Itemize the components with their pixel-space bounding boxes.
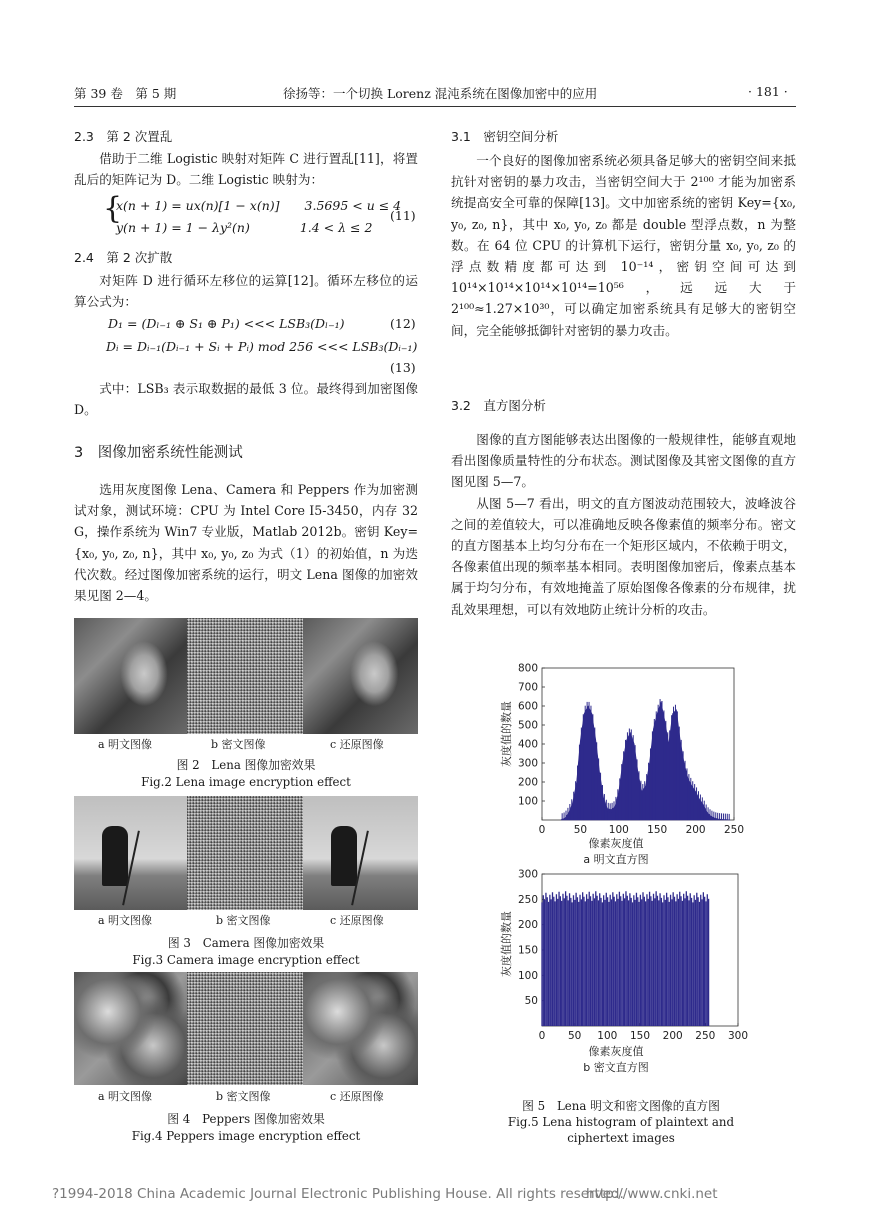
section-3-2-paragraph: 图像的直方图能够表达出图像的一般规律性，能够直观地看出图像质量特性的分布状态。测试图像及其密文图像的直方图见图 5—7。 从图 5—7 看出，明文的直方图波动范围较大，波峰波谷之间的差值较大，可以准确地反映各像素值的频率分布。密文的直方图基本上均匀分布在一个矩形区域内，不依赖于明文，各像素值出现的频率基本相同。表明图像加密后，像素点基本属于均匀分布，有效地掩盖了原始图像各像素的分布规律，扰乱效果理想，可以有效地防止统计分析的攻击。 bbox=[451, 432, 796, 617]
histogram-plaintext-xlabel: 像素灰度值 bbox=[588, 837, 644, 850]
journal-issue: 第 39 卷 第 5 期 bbox=[74, 86, 177, 101]
equation-11-line2: y(n + 1) = 1 − λy²(n) 1.4 < λ ≤ 2 bbox=[116, 220, 373, 235]
page-number: · 181 · bbox=[748, 84, 788, 99]
x-tick-label: 300 bbox=[727, 1030, 749, 1042]
x-tick-label: 200 bbox=[662, 1030, 683, 1042]
running-title: 徐扬等：一个切换 Lorenz 混沌系统在图像加密中的应用 bbox=[283, 86, 598, 101]
fig2-sub-b: b 密文图像 bbox=[211, 738, 266, 751]
camera-restored-image bbox=[303, 796, 418, 910]
fig5-caption-en-2: ciphertext images bbox=[567, 1131, 675, 1145]
section-2-3-paragraph: 借助于二维 Logistic 映射对矩阵 C 进行置乱[11]，将置乱后的矩阵记为 D。二维 Logistic 映射为： bbox=[74, 151, 418, 188]
camera-cipher-image bbox=[187, 796, 303, 910]
x-tick-label: 150 bbox=[629, 1030, 651, 1042]
section-3-1-title: 3.1 密钥空间分析 bbox=[451, 129, 559, 144]
x-tick-label: 250 bbox=[723, 824, 745, 836]
y-tick-label: 400 bbox=[517, 738, 538, 751]
y-tick-label: 300 bbox=[517, 757, 538, 770]
fig3-sub-b: b 密文图像 bbox=[216, 914, 271, 927]
camera-plain-image bbox=[74, 796, 187, 910]
y-tick-label: 100 bbox=[517, 969, 538, 982]
y-tick-label: 150 bbox=[517, 944, 538, 957]
x-tick-label: 150 bbox=[647, 824, 668, 836]
fig4-caption-cn: 图 4 Peppers 图像加密效果 bbox=[167, 1112, 325, 1126]
fig2-caption-en: Fig.2 Lena image encryption effect bbox=[141, 775, 351, 789]
y-tick-label: 200 bbox=[517, 919, 538, 932]
y-tick-label: 800 bbox=[517, 662, 538, 675]
x-tick-label: 200 bbox=[685, 824, 706, 836]
y-tick-label: 700 bbox=[517, 681, 538, 694]
header-rule bbox=[74, 106, 796, 107]
histogram-ciphertext-xlabel: 像素灰度值 bbox=[588, 1045, 644, 1058]
histogram-plaintext-title: a 明文直方图 bbox=[583, 853, 649, 866]
x-tick-label: 50 bbox=[567, 1030, 582, 1042]
website-footer: http://www.cnki.net bbox=[586, 1186, 718, 1202]
fig2-sub-c: c 还原图像 bbox=[330, 738, 384, 751]
histogram-ciphertext-title: b 密文直方图 bbox=[583, 1061, 649, 1074]
fig4-caption-en: Fig.4 Peppers image encryption effect bbox=[131, 1129, 361, 1143]
histogram-plaintext-plot bbox=[518, 663, 744, 837]
y-tick-label: 500 bbox=[517, 719, 538, 732]
fig2-sub-a: a 明文图像 bbox=[98, 738, 153, 751]
lena-plain-image bbox=[74, 618, 187, 734]
fig4-sub-c: c 还原图像 bbox=[330, 1090, 384, 1103]
equation-12: D₁ = (Dₗ₋₁ ⊕ S₁ ⊕ P₁) <<< LSB₃(Dₗ₋₁) bbox=[108, 316, 345, 331]
x-tick-label: 100 bbox=[597, 1030, 618, 1042]
lena-restored-image bbox=[303, 618, 418, 734]
section-2-4-paragraph: 对矩阵 D 进行循环左移位的运算[12]。循环左移位的运算公式为： bbox=[74, 273, 418, 310]
section-3-paragraph: 选用灰度图像 Lena、Camera 和 Peppers 作为加密测试对象，测试环境：CPU 为 Intel Core I5-3450，内存 32 G，操作系统为 Win7 专业版，Matlab 2012b。密钥 Key={x₀, y₀, z₀, n}，其中 x₀, y₀, z₀ 为式（1）的初始值，n 为迭代次数。经过图像加密系统的运行，明文 Lena 图像的加密效果见图 2—4。 bbox=[74, 482, 418, 604]
histogram-ciphertext-plot bbox=[518, 869, 748, 1043]
fig3-caption-en: Fig.3 Camera image encryption effect bbox=[132, 953, 360, 967]
equation-11-number: (11) bbox=[390, 208, 416, 223]
lena-cipher-image bbox=[187, 618, 303, 734]
x-tick-label: 100 bbox=[608, 824, 629, 836]
fig3-sub-c: c 还原图像 bbox=[330, 914, 384, 927]
x-tick-label: 250 bbox=[695, 1030, 716, 1042]
peppers-plain-image bbox=[74, 972, 187, 1085]
brace-icon: { bbox=[103, 191, 123, 226]
y-tick-label: 200 bbox=[517, 776, 538, 789]
equation-12-number: (12) bbox=[390, 316, 416, 331]
section-2-3-title: 2.3 第 2 次置乱 bbox=[74, 129, 173, 144]
section-2-4-title: 2.4 第 2 次扩散 bbox=[74, 250, 173, 265]
histogram-plaintext-chart bbox=[496, 660, 756, 872]
x-tick-label: 0 bbox=[538, 1030, 546, 1042]
histogram-ciphertext-chart bbox=[496, 868, 756, 1078]
histogram-ciphertext-ylabel: 灰度值的数量 bbox=[500, 911, 513, 977]
x-tick-label: 0 bbox=[538, 824, 546, 836]
histogram-plaintext-ylabel: 灰度值的数量 bbox=[500, 701, 513, 767]
peppers-cipher-image bbox=[187, 972, 303, 1085]
section-3-2-title: 3.2 直方图分析 bbox=[451, 398, 546, 413]
section-3-1-paragraph: 一个良好的图像加密系统必须具备足够大的密钥空间来抵抗针对密钥的暴力攻击，当密钥空间大于 2¹⁰⁰ 才能为加密系统提高安全可靠的保障[13]。文中加密系统的密钥 Key={x₀, y₀, z₀, n}，其中 x₀, y₀, z₀ 都是 double 型浮点数，n 为整数。在 64 位 CPU 的计算机下运行，密钥分量 x₀, y₀, z₀ 的浮点数精度都可达到 10⁻¹⁴，密钥空间可达到 10¹⁴×10¹⁴×10¹⁴×10¹⁴=10⁵⁶，远远大于 2¹⁰⁰≈1.27×10³⁰，可以确定加密系统具有足够大的密钥空间，完全能够抵御针对密钥的暴力攻击。 bbox=[451, 153, 796, 338]
fig5-caption-cn: 图 5 Lena 明文和密文图像的直方图 bbox=[522, 1099, 720, 1113]
peppers-restored-image bbox=[303, 972, 418, 1085]
fig3-sub-a: a 明文图像 bbox=[98, 914, 153, 927]
y-tick-label: 250 bbox=[517, 893, 538, 906]
copyright-footer: ?1994-2018 China Academic Journal Electronic Publishing House. All rights reserved. bbox=[52, 1186, 624, 1202]
x-tick-label: 50 bbox=[573, 824, 588, 836]
fig5-caption-en-1: Fig.5 Lena histogram of plaintext and bbox=[507, 1115, 735, 1129]
y-tick-label: 50 bbox=[524, 995, 538, 1008]
equation-13-number: (13) bbox=[390, 360, 416, 375]
fig3-caption-cn: 图 3 Camera 图像加密效果 bbox=[167, 936, 325, 950]
equation-13: Dᵢ = Dᵢ₋₁(Dᵢ₋₁ + Sᵢ + Pᵢ) mod 256 <<< LSB₃(Dᵢ₋₁) bbox=[106, 339, 418, 354]
fig4-sub-b: b 密文图像 bbox=[216, 1090, 271, 1103]
section-3-title: 3 图像加密系统性能测试 bbox=[74, 445, 243, 461]
fig2-caption-cn: 图 2 Lena 图像加密效果 bbox=[176, 758, 316, 772]
y-tick-label: 100 bbox=[517, 795, 538, 808]
y-tick-label: 600 bbox=[517, 700, 538, 713]
equation-note-paragraph: 式中：LSB₃ 表示取数据的最低 3 位。最终得到加密图像 D。 bbox=[74, 381, 418, 418]
fig4-sub-a: a 明文图像 bbox=[98, 1090, 153, 1103]
y-tick-label: 300 bbox=[517, 868, 538, 881]
equation-11-line1: x(n + 1) = ux(n)[1 − x(n)] 3.5695 < u ≤ 4 bbox=[116, 198, 402, 213]
